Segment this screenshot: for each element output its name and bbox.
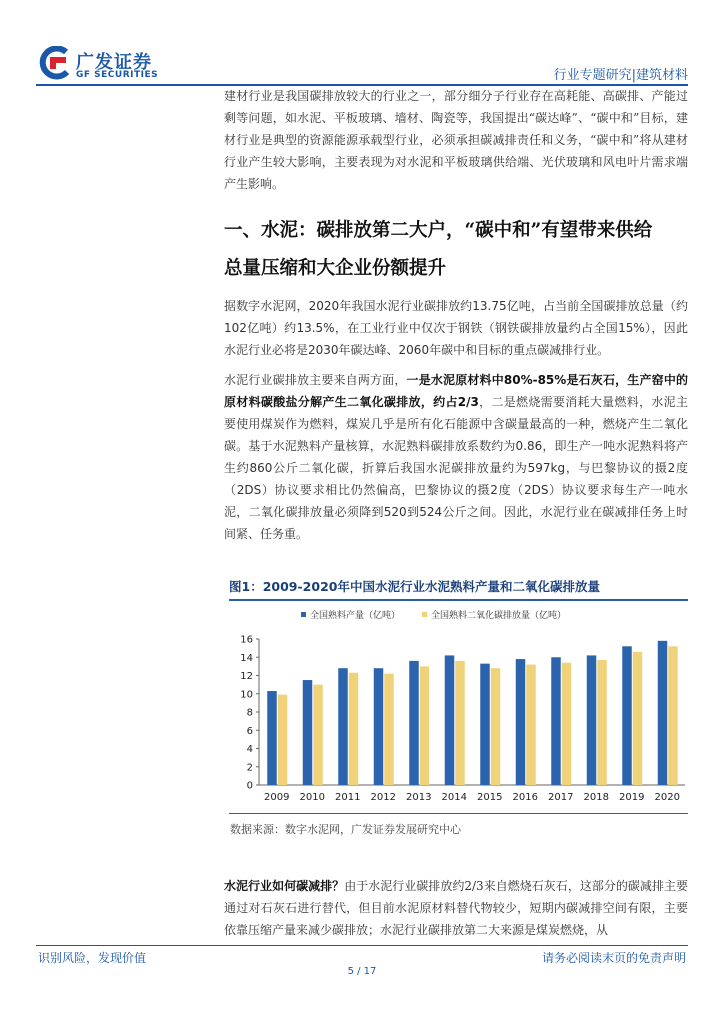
legend-label: 全国熟料产量（亿吨） [310, 611, 401, 621]
bar [338, 668, 348, 785]
x-tick-label: 2017 [548, 792, 574, 803]
paragraph-text: 由于水泥行业碳排放约2/3来自燃烧石灰石，这部分的碳减排主要通过对石灰石进行替代，但目前水泥原材料替代物较少，短期内碳减排空间有限，主要依靠压缩产量来减少碳排放；水泥行业碳排放第二大来源是煤炭燃烧，从 [224, 879, 688, 937]
legend-swatch [422, 612, 427, 617]
x-tick-label: 2013 [406, 792, 432, 803]
cement-emission-paragraph: 据数字水泥网，2020年我国水泥行业碳排放约13.75亿吨，占当前全国碳排放总量（约102亿吨）约13.5%，在工业行业中仅次于钢铁（钢铁碳排放量约占全国15%），因此水泥行业必将是2030年碳达峰、2060年碳中和目标的重点碳减排行业。 [224, 299, 688, 357]
bar [409, 661, 419, 785]
y-tick-label: 4 [246, 744, 253, 755]
figure-bottom-rule [229, 813, 688, 814]
bar [420, 666, 430, 785]
intro-paragraph: 建材行业是我国碳排放较大的行业之一，部分细分子行业存在高耗能、高碳排、产能过剩等问题，如水泥、平板玻璃、墙材、陶瓷等，我国提出“碳达峰”、“碳中和”目标，建材行业是典型的资源能源承载型行业，必须承担碳减排责任和义务，“碳中和”将从建材行业产生较大影响，主要表现为对水泥和平板玻璃供给端、光伏玻璃和风电叶片需求端产生影响。 [224, 89, 688, 191]
highlight-text: 水泥行业如何碳减排？ [224, 879, 345, 893]
y-tick-label: 14 [240, 652, 253, 664]
legend-label: 全国熟料二氧化碳排放量（亿吨） [431, 611, 567, 621]
legend-swatch [301, 612, 306, 617]
x-tick-label: 2011 [335, 792, 361, 803]
y-tick-label: 8 [246, 707, 253, 719]
emission-source-paragraph [224, 369, 688, 545]
bar [313, 685, 323, 785]
bar [516, 659, 526, 785]
bar [491, 668, 501, 785]
logo-mark-icon [36, 46, 72, 80]
section-heading-line1: 一、水泥：碳排放第二大户，“碳中和”有望带来供给 [224, 220, 653, 241]
bar [278, 695, 288, 785]
bar [622, 646, 632, 785]
bar [267, 691, 277, 785]
y-tick-label: 0 [246, 780, 253, 792]
bar [303, 680, 313, 785]
page-number: 5 / 17 [347, 966, 377, 977]
x-tick-label: 2020 [654, 792, 680, 803]
bar [562, 663, 572, 785]
section-heading-line2: 总量压缩和大企业份额提升 [224, 258, 447, 279]
x-tick-label: 2014 [441, 792, 467, 803]
x-tick-label: 2016 [512, 792, 538, 803]
footer-divider [36, 945, 688, 946]
figure-source: 数据来源：数字水泥网，广发证券发展研究中心 [230, 823, 461, 836]
y-tick-label: 12 [240, 671, 253, 682]
x-tick-label: 2012 [370, 792, 396, 803]
bar [668, 646, 678, 785]
reduction-paragraph [224, 875, 688, 941]
logo-name: 广发证券 [76, 52, 152, 73]
y-tick-label: 10 [240, 689, 253, 701]
bar [658, 641, 668, 785]
bar [445, 655, 455, 785]
highlight-text: 一是水泥原材料中80%-85%是石灰石，生产窑中的原材料碳酸盐分解产生二氧化碳排放，约占2/3 [224, 373, 688, 409]
bar [597, 660, 607, 785]
clinker-bar-chart [229, 601, 689, 811]
bar [587, 655, 597, 785]
bar [551, 657, 561, 785]
report-category: 行业专题研究|建筑材料 [553, 68, 688, 83]
page-header [0, 0, 724, 90]
bar [480, 664, 490, 785]
footer-slogan: 识别风险，发现价值 [38, 951, 147, 965]
bar [633, 652, 643, 785]
x-tick-label: 2015 [477, 792, 503, 803]
x-tick-label: 2009 [264, 792, 290, 803]
paragraph-text: 水泥行业碳排放主要来自两方面， [224, 373, 407, 387]
bar [384, 674, 394, 785]
x-tick-label: 2018 [583, 792, 609, 803]
figure-title: 图1：2009-2020年中国水泥行业水泥熟料产量和二氧化碳排放量 [229, 579, 600, 594]
paragraph-text: ，二是燃烧需要消耗大量燃料，水泥主要使用煤炭作为燃料，煤炭几乎是所有化石能源中含碳量最高的一种，燃烧产生二氧化碳。基于水泥熟料产量核算，水泥熟料碳排放系数约为0.86，即生产一吨水泥熟料将产生约860公斤二氧化碳，折算后我国水泥碳排放量约为597kg，与巴黎协议的摄2度（2DS）协议要求相比仍然偏高，巴黎协议的摄2度（2DS）协议要求每生产一吨水泥，二氧化碳排放量必须降到520到524公斤之间。因此，水泥行业在碳减排任务上时间紧、任务重。 [224, 395, 688, 541]
x-tick-label: 2019 [619, 792, 645, 803]
y-tick-label: 2 [246, 762, 253, 774]
bar [526, 665, 536, 785]
y-tick-label: 6 [246, 725, 253, 737]
footer-disclaimer: 请务必阅读末页的免责声明 [541, 951, 686, 965]
logo [36, 46, 166, 80]
logo-subtitle: GF SECURITIES [76, 70, 159, 80]
bar [349, 673, 359, 785]
y-tick-label: 16 [240, 634, 253, 646]
x-tick-label: 2010 [299, 792, 325, 803]
bar [374, 668, 384, 785]
bar [455, 661, 465, 785]
